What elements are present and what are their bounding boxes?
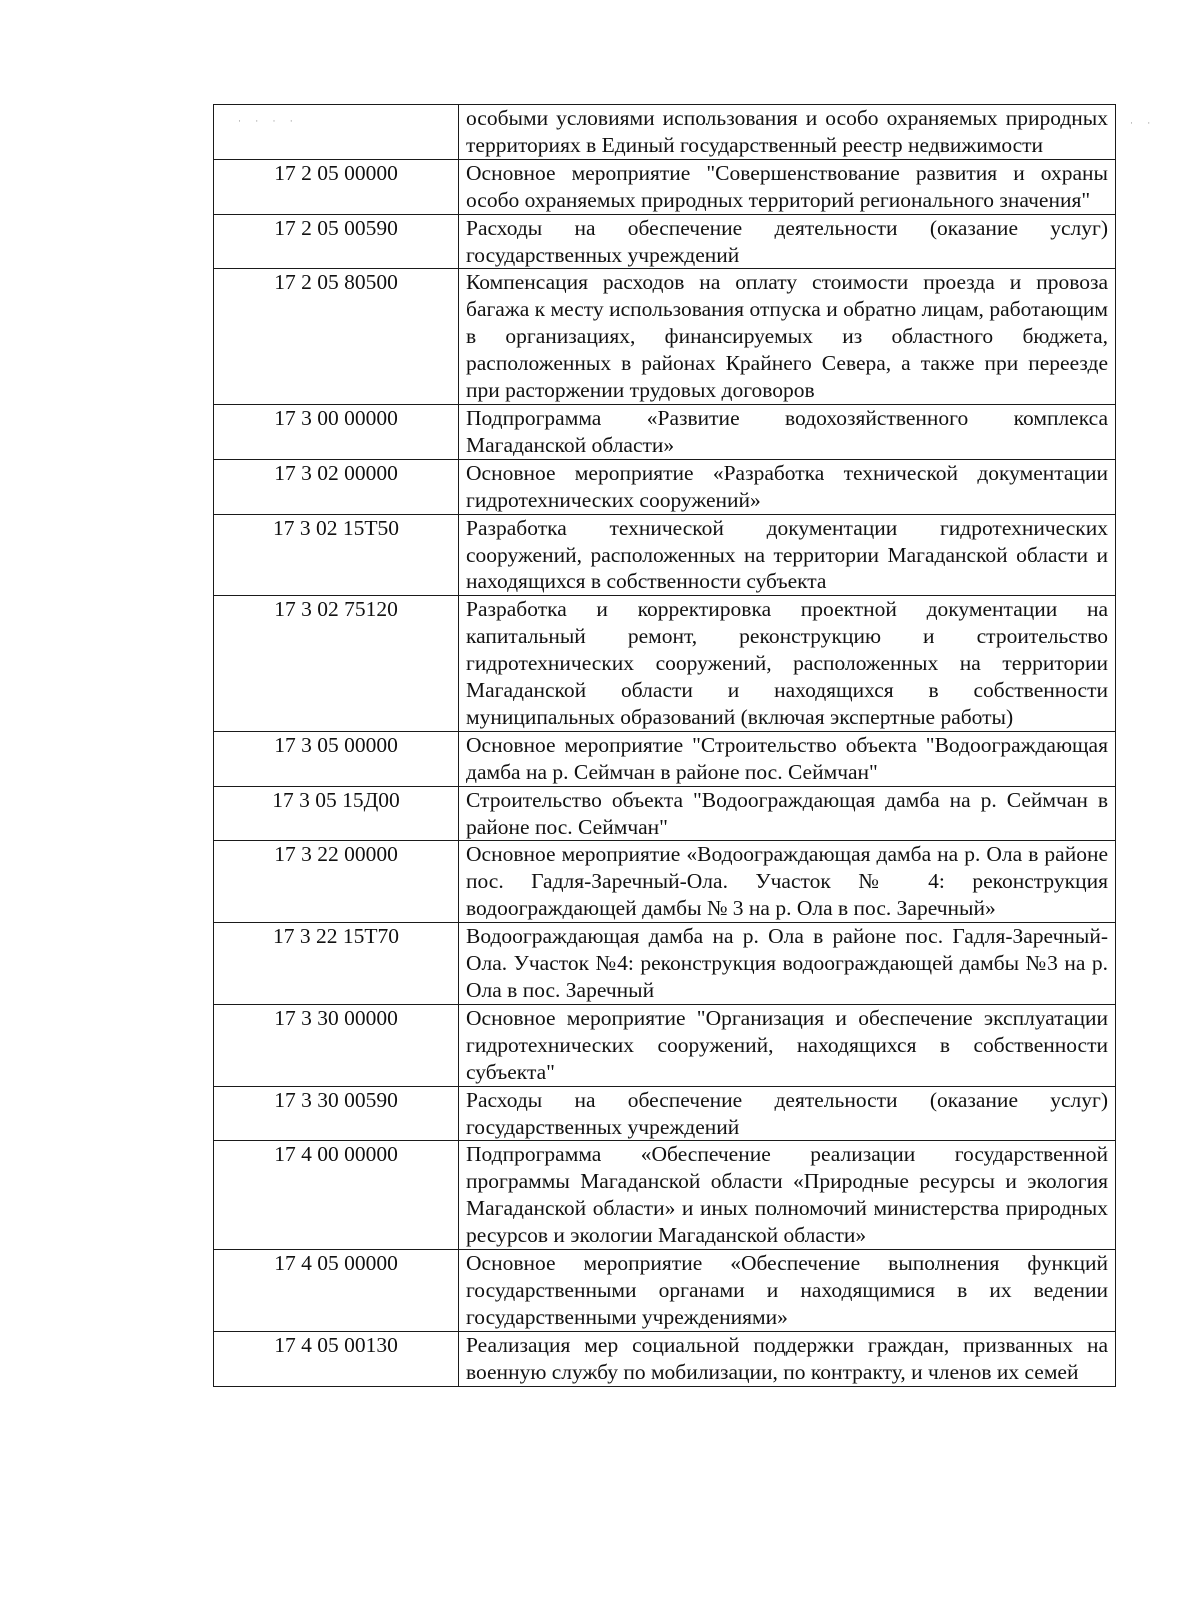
description-cell: Строительство объекта "Водоограждающая дамба на р. Сеймчан в районе пос. Сеймчан" bbox=[459, 786, 1116, 841]
budget-code-cell: 17 3 00 00000 bbox=[214, 404, 459, 459]
description-cell: Основное мероприятие "Совершенствование развития и охраны особо охраняемых природных территорий регионального значения" bbox=[459, 159, 1116, 214]
table-row bbox=[214, 841, 1116, 923]
budget-code-cell: 17 3 02 00000 bbox=[214, 459, 459, 514]
table-row bbox=[214, 404, 1116, 459]
table-row bbox=[214, 514, 1116, 596]
description-cell: Расходы на обеспечение деятельности (оказание услуг) государственных учреждений bbox=[459, 214, 1116, 269]
budget-code-cell: 17 3 22 00000 bbox=[214, 841, 459, 923]
budget-code-cell: 17 3 30 00000 bbox=[214, 1004, 459, 1086]
description-cell: Водоограждающая дамба на р. Ола в районе пос. Гадля-Заречный-Ола. Участок №4: реконструкция водоограждающей дамбы №3 на р. Ола в пос. Заречный bbox=[459, 923, 1116, 1005]
scan-speckles: · · bbox=[1130, 118, 1157, 128]
description-cell: Компенсация расходов на оплату стоимости проезда и провоза багажа к месту использования отпуска и обратно лицам, работающим в организациях, финансируемых из областного бюджета, расположенных в районах Крайнего Севера, а также при переезде при расторжении трудовых договоров bbox=[459, 269, 1116, 405]
table-row bbox=[214, 1331, 1116, 1386]
table-row bbox=[214, 214, 1116, 269]
budget-code-cell: 17 3 30 00590 bbox=[214, 1086, 459, 1141]
description-cell: Основное мероприятие «Обеспечение выполнения функций государственными органами и находящимися в их ведении государственными учреждениями» bbox=[459, 1250, 1116, 1332]
budget-code-cell: 17 3 05 15Д00 bbox=[214, 786, 459, 841]
description-cell: Расходы на обеспечение деятельности (оказание услуг) государственных учреждений bbox=[459, 1086, 1116, 1141]
budget-code-cell: 17 3 02 15Т50 bbox=[214, 514, 459, 596]
scan-speckles: · · · · bbox=[238, 116, 299, 126]
description-cell: особыми условиями использования и особо охраняемых природных территориях в Единый государственный реестр недвижимости bbox=[459, 105, 1116, 160]
budget-code-cell bbox=[214, 105, 459, 160]
budget-codes-table bbox=[213, 104, 1116, 1387]
budget-code-cell: 17 4 05 00130 bbox=[214, 1331, 459, 1386]
description-cell: Основное мероприятие "Строительство объекта "Водоограждающая дамба на р. Сеймчан в районе пос. Сеймчан" bbox=[459, 731, 1116, 786]
table-row bbox=[214, 459, 1116, 514]
description-cell: Основное мероприятие «Разработка технической документации гидротехнических сооружений» bbox=[459, 459, 1116, 514]
table-row bbox=[214, 596, 1116, 732]
table-row bbox=[214, 159, 1116, 214]
budget-code-cell: 17 4 05 00000 bbox=[214, 1250, 459, 1332]
budget-code-cell: 17 2 05 00000 bbox=[214, 159, 459, 214]
table-row bbox=[214, 731, 1116, 786]
table-row bbox=[214, 1004, 1116, 1086]
description-cell: Подпрограмма «Обеспечение реализации государственной программы Магаданской области «Природные ресурсы и экология Магаданской области» и иных полномочий министерства природных ресурсов и экологии Магаданской области» bbox=[459, 1141, 1116, 1250]
description-cell: Подпрограмма «Развитие водохозяйственного комплекса Магаданской области» bbox=[459, 404, 1116, 459]
budget-code-cell: 17 2 05 00590 bbox=[214, 214, 459, 269]
description-cell: Основное мероприятие "Организация и обеспечение эксплуатации гидротехнических сооружений, находящихся в собственности субъекта" bbox=[459, 1004, 1116, 1086]
table-row bbox=[214, 1086, 1116, 1141]
budget-code-cell: 17 3 02 75120 bbox=[214, 596, 459, 732]
budget-code-cell: 17 4 00 00000 bbox=[214, 1141, 459, 1250]
budget-code-cell: 17 3 05 00000 bbox=[214, 731, 459, 786]
table-row bbox=[214, 786, 1116, 841]
table-row bbox=[214, 269, 1116, 405]
description-cell: Реализация мер социальной поддержки граждан, призванных на военную службу по мобилизации, по контракту, и членов их семей bbox=[459, 1331, 1116, 1386]
table-body bbox=[214, 105, 1116, 1387]
description-cell: Разработка и корректировка проектной документации на капитальный ремонт, реконструкцию и строительство гидротехнических сооружений, расположенных на территории Магаданской области и находящихся в собственности муниципальных образований (включая экспертные работы) bbox=[459, 596, 1116, 732]
table-row bbox=[214, 1250, 1116, 1332]
budget-code-cell: 17 3 22 15Т70 bbox=[214, 923, 459, 1005]
budget-code-cell: 17 2 05 80500 bbox=[214, 269, 459, 405]
table-row bbox=[214, 105, 1116, 160]
table-row bbox=[214, 1141, 1116, 1250]
description-cell: Разработка технической документации гидротехнических сооружений, расположенных на территории Магаданской области и находящихся в собственности субъекта bbox=[459, 514, 1116, 596]
table-row bbox=[214, 923, 1116, 1005]
description-cell: Основное мероприятие «Водоограждающая дамба на р. Ола в районе пос. Гадля-Заречный-Ола. Участок № 4: реконструкция водоограждающей дамбы № 3 на р. Ола в пос. Заречный» bbox=[459, 841, 1116, 923]
